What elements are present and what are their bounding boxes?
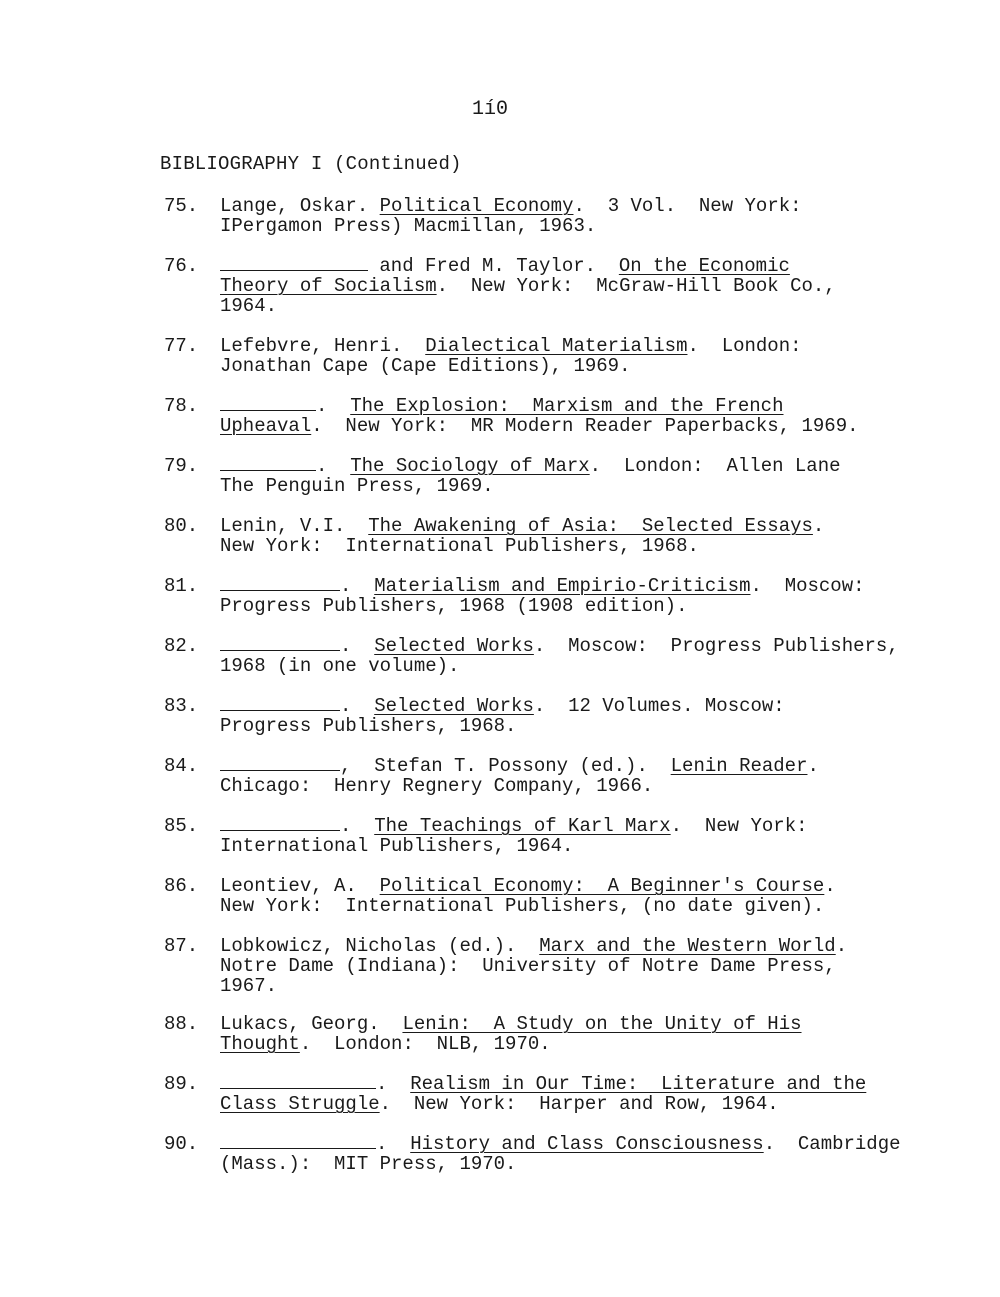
entry-text: and Fred M. Taylor. [368,255,619,277]
entry-line [220,696,785,716]
entry-number: 75. [164,195,199,217]
entry-title: Realism in Our Time: Literature and the [410,1073,867,1095]
entry-number: 80. [164,515,199,537]
entry-title: On the Economic [618,255,790,277]
entry-text: Progress Publishers, 1968. [220,715,517,737]
entry-line [220,276,836,296]
entry-number: 81. [164,575,199,597]
entry-text: , Stefan T. Possony (ed.). [340,755,671,777]
entry-title: Lenin: A Study on the Unity of His [402,1013,802,1035]
entry-number: 84. [164,755,199,777]
entry-line [220,356,630,376]
entry-number: 86. [164,875,199,897]
entry-line [220,896,824,916]
entry-text: Lefebvre, Henri. [220,335,426,357]
entry-text: Progress Publishers, 1968 (1908 edition). [220,595,688,617]
entry-line [220,396,784,416]
author-repeat-blank [220,1074,376,1089]
entry-line [220,636,899,656]
entry-line [220,1034,551,1054]
entry-text: . [340,815,375,837]
entry-title: Materialism and Empirio-Criticism [374,575,751,597]
entry-title: Political Economy: A Beginner's Course [379,875,825,897]
entry-text: 1968 (in one volume). [220,655,460,677]
entry-text: Lenin, V.I. [220,515,369,537]
entry-line [220,716,516,736]
entry-line [220,756,819,776]
entry-line [220,776,653,796]
entry-line [220,1094,779,1114]
entry-text: International Publishers, 1964. [220,835,574,857]
entry-text: . [340,635,375,657]
entry-number: 83. [164,695,199,717]
entry-number: 88. [164,1013,199,1035]
entry-text: . [340,695,375,717]
entry-text: . [340,575,375,597]
entry-line [220,216,596,236]
entry-line [220,476,494,496]
entry-line [220,336,802,356]
entry-text: New York: International Publishers, 1968. [220,535,699,557]
entry-text: . New York: MR Modern Reader Paperbacks, 1969. [311,415,859,437]
entry-text: . New York: McGraw-Hill Book Co., [436,275,836,297]
entry-number: 78. [164,395,199,417]
entry-line [220,936,847,956]
entry-line [220,196,802,216]
page-number: 1í0 [472,98,509,121]
entry-line [220,1014,802,1034]
author-repeat-blank [220,576,340,591]
entry-text: IPergamon Press) Macmillan, 1963. [220,215,597,237]
author-repeat-blank [220,816,340,831]
entry-title: Dialectical Materialism [425,335,688,357]
entry-title: History and Class Consciousness [410,1133,764,1155]
author-repeat-blank [220,756,340,771]
entry-line [220,876,836,896]
entry-title: Lenin Reader [670,755,808,777]
entry-title: Selected Works [374,695,534,717]
entry-title: The Teachings of Karl Marx [374,815,671,837]
entry-text: . London: NLB, 1970. [299,1033,551,1055]
entry-number: 87. [164,935,199,957]
entry-line [220,956,836,976]
entry-text: (Mass.): MIT Press, 1970. [220,1153,517,1175]
entry-text: . [807,755,819,777]
entry-line [220,1074,866,1094]
entry-line [220,576,865,596]
entry-text: . [812,515,825,537]
author-repeat-blank [220,456,316,471]
entry-line [220,536,699,556]
entry-title: Political Economy [379,195,574,217]
entry-number: 82. [164,635,199,657]
entry-line [220,596,687,616]
entry-text: Jonathan Cape (Cape Editions), 1969. [220,355,631,377]
entry-text: New York: International Publishers, (no date given). [220,895,825,917]
entry-title: Thought [220,1033,300,1055]
entry-text: . [376,1073,411,1095]
entry-line [220,296,277,316]
entry-title: Class Struggle [220,1093,380,1115]
entry-text: . [316,455,351,477]
entry-text: . Moscow: Progress Publishers, [533,635,899,657]
entry-number: 77. [164,335,199,357]
entry-title: Upheaval [220,415,312,437]
entry-text: Lange, Oskar. [220,195,380,217]
entry-text: . New York: [670,815,808,837]
entry-line [220,976,277,996]
entry-text: Lukacs, Georg. [220,1013,403,1035]
entry-title: Theory of Socialism [220,275,437,297]
entry-number: 76. [164,255,199,277]
entry-text: . [824,875,836,897]
entry-number: 90. [164,1133,199,1155]
entry-text: . [376,1133,411,1155]
entry-line [220,1154,516,1174]
entry-number: 85. [164,815,199,837]
author-repeat-blank [220,1134,376,1149]
entry-text: Notre Dame (Indiana): University of Notre Dame Press, [220,955,836,977]
entry-text: . New York: Harper and Row, 1964. [379,1093,779,1115]
entry-text: . 3 Vol. New York: [573,195,802,217]
section-heading: BIBLIOGRAPHY I (Continued) [160,153,462,175]
entry-title: The Explosion: Marxism and the French [350,395,784,417]
entry-line [220,656,459,676]
entry-number: 79. [164,455,199,477]
entry-line [220,456,841,476]
entry-number: 89. [164,1073,199,1095]
entry-text: . [835,935,848,957]
entry-line [220,416,859,436]
entry-text: Lobkowicz, Nicholas (ed.). [220,935,540,957]
entry-title: The Awakening of Asia: Selected Essays [368,515,813,537]
entry-text: . London: Allen Lane [589,455,841,477]
entry-text: . London: [687,335,802,357]
entry-text: The Penguin Press, 1969. [220,475,494,497]
entry-line [220,1134,901,1154]
entry-text: Leontiev, A. [220,875,380,897]
author-repeat-blank [220,396,316,411]
author-repeat-blank [220,636,340,651]
entry-text: Chicago: Henry Regnery Company, 1966. [220,775,654,797]
author-repeat-blank [220,696,340,711]
entry-title: Selected Works [374,635,534,657]
entry-title: Marx and the Western World [539,935,836,957]
entry-text: . 12 Volumes. Moscow: [533,695,785,717]
entry-title: The Sociology of Marx [350,455,590,477]
entry-text: 1967. [220,975,278,997]
entry-line [220,516,824,536]
entry-text: 1964. [220,295,278,317]
author-repeat-blank [220,256,368,271]
entry-text: . Cambridge [763,1133,901,1155]
entry-line [220,816,808,836]
entry-line [220,836,573,856]
entry-text: . [316,395,351,417]
entry-text: . Moscow: [750,575,865,597]
entry-line [220,256,790,276]
